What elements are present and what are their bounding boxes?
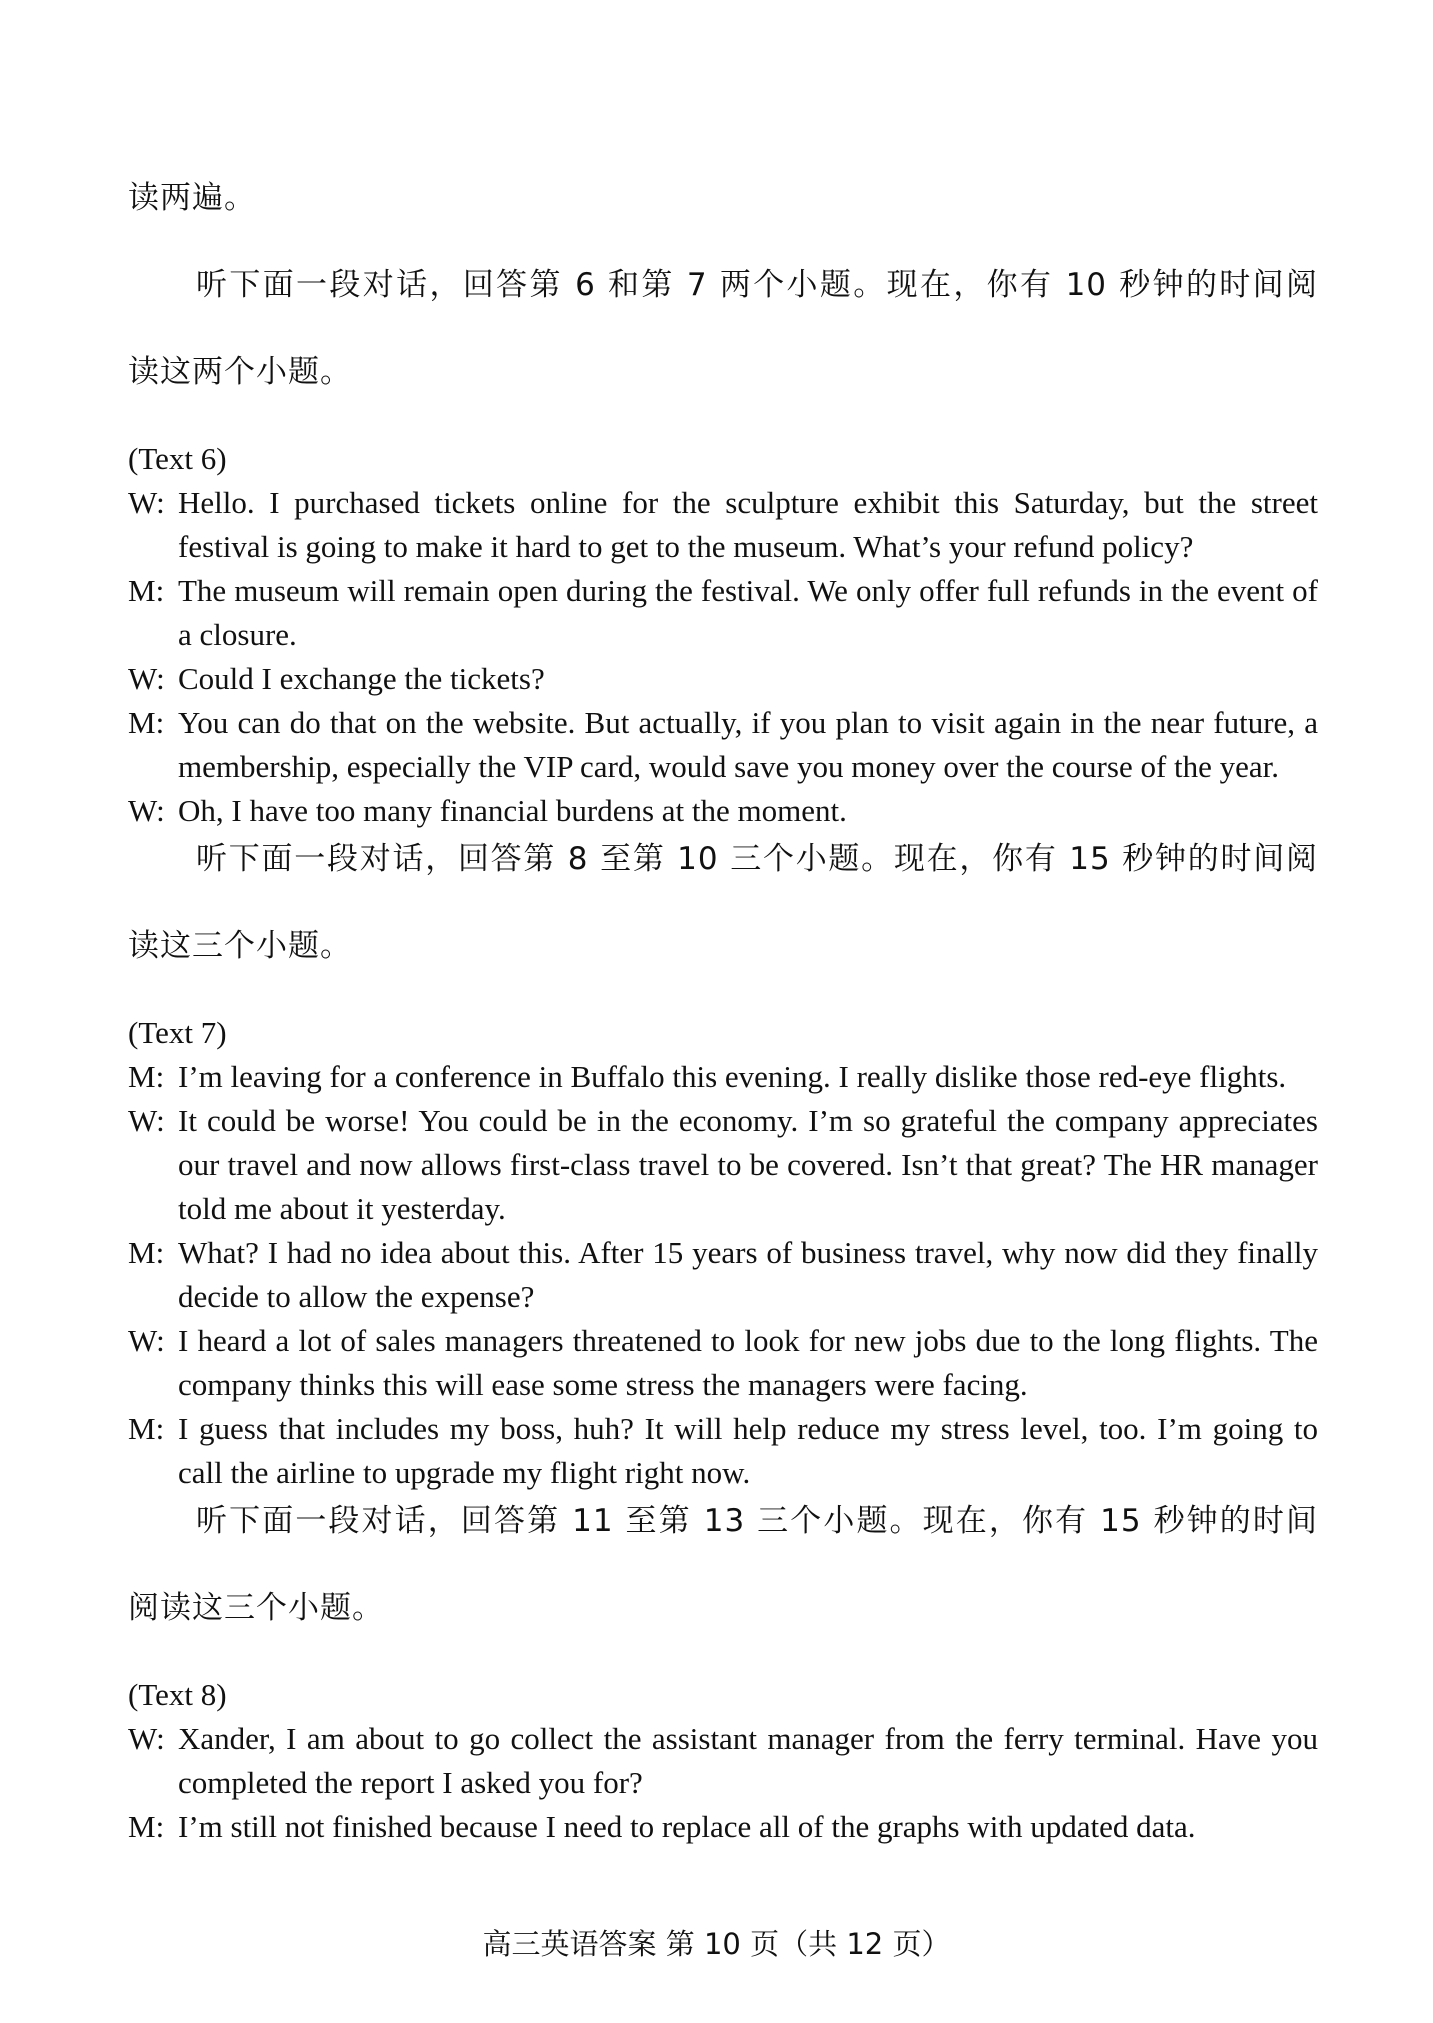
dialogue-line [128,569,1318,657]
instruction-line-2: 阅读这三个小题。 [128,1590,384,1626]
speech-text: I’m still not finished because I need to replace all of the graphs with updated data. [178,1809,1196,1844]
speaker-label: M: [128,1235,165,1270]
section-text-6 [128,263,1318,833]
instruction-line-1: 听下面一段对话，回答第 8 至第 10 三个小题。现在，你有 15 秒钟的时间阅 [196,841,1318,877]
speech-text: It could be worse! You could be in the economy. I’m so grateful the company appreciates our travel and now allows first-class travel to be covered. Isn’t that great? The HR manager told me about it yesterday. [178,1103,1318,1226]
dialogue-line [128,789,1318,833]
speech-text: I guess that includes my boss, huh? It will help reduce my stress level, too. I’m going to call the airline to upgrade my flight right now. [178,1411,1318,1490]
instruction-line-1: 听下面一段对话，回答第 6 和第 7 两个小题。现在，你有 10 秒钟的时间阅 [196,267,1318,303]
speaker-label: M: [128,705,165,740]
speech-text: Xander, I am about to go collect the assistant manager from the ferry terminal. Have you completed the report I asked you for? [178,1721,1318,1800]
speaker-label: W: [128,1103,165,1138]
text-label: (Text 8) [128,1677,227,1712]
dialogue-line [128,701,1318,789]
instruction-line-1: 听下面一段对话，回答第 11 至第 13 三个小题。现在，你有 15 秒钟的时间 [196,1503,1318,1539]
dialogue-line [128,1717,1318,1805]
text-label: (Text 7) [128,1015,227,1050]
speech-text: I heard a lot of sales managers threatened to look for new jobs due to the long flights. The company thinks this will ease some stress the managers were facing. [178,1323,1318,1402]
speech-text: You can do that on the website. But actually, if you plan to visit again in the near future, a membership, especially the VIP card, would save you money over the course of the year. [178,705,1318,784]
speaker-label: W: [128,1721,165,1756]
dialogue-line [128,657,1318,701]
dialogue-line [128,1231,1318,1319]
speaker-label: M: [128,573,165,608]
dialogue-line [128,1055,1318,1099]
dialogue-line [128,1319,1318,1407]
instruction-line-2: 读这两个小题。 [128,354,352,390]
dialogue-line [128,481,1318,569]
dialogue-line [128,1805,1318,1849]
speech-text: Hello. I purchased tickets online for the sculpture exhibit this Saturday, but the street festival is going to make it hard to get to the museum. What’s your refund policy? [178,485,1318,564]
speech-text: What? I had no idea about this. After 15 years of business travel, why now did they finally decide to allow the expense? [178,1235,1318,1314]
speaker-label: W: [128,793,165,828]
section-text-7 [128,837,1318,1495]
dialogue-line [128,1099,1318,1231]
speaker-label: W: [128,1323,165,1358]
speaker-label: M: [128,1059,165,1094]
section-text-8 [128,1499,1318,1849]
speaker-label: M: [128,1809,165,1844]
dialogue-line [128,1407,1318,1495]
text-label: (Text 6) [128,441,227,476]
page-content [128,176,1318,1849]
speaker-label: W: [128,661,165,696]
speech-text: The museum will remain open during the festival. We only offer full refunds in the event of a closure. [178,573,1318,652]
speaker-label: M: [128,1411,165,1446]
instruction-line-2: 读这三个小题。 [128,928,352,964]
speech-text: Oh, I have too many financial burdens at the moment. [178,793,847,828]
intro-tail: 读两遍。 [128,180,256,216]
page-footer: 高三英语答案 第 10 页（共 12 页） [482,1927,951,1961]
speaker-label: W: [128,485,165,520]
speech-text: Could I exchange the tickets? [178,661,545,696]
speech-text: I’m leaving for a conference in Buffalo this evening. I really dislike those red-eye flights. [178,1059,1287,1094]
